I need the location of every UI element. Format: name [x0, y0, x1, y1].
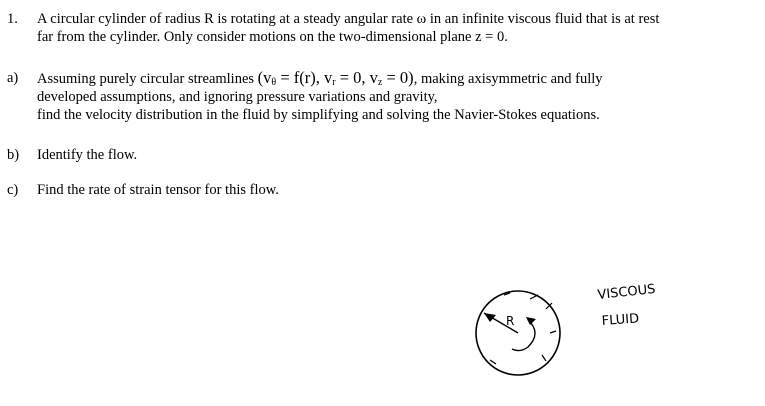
- velocity-conditions: [258, 68, 414, 87]
- flow-dash: [550, 331, 556, 333]
- statement-line-1: A circular cylinder of radius R is rotating at a steady angular rate ω in an infinite viscous fluid that is at rest: [37, 11, 660, 27]
- part-c-text-wrap: [37, 181, 752, 199]
- flow-dash: [490, 360, 496, 364]
- part-a-label: a): [7, 70, 19, 86]
- part-a-text: [37, 69, 752, 124]
- math-mid-1: = f(r), v: [276, 68, 333, 87]
- rotation-arrow: [512, 320, 535, 351]
- statement-line-2: far from the cylinder. Only consider motions on the two-dimensional plane z = 0.: [37, 29, 508, 45]
- flow-dash: [542, 355, 546, 361]
- part-b-text-wrap: [37, 146, 752, 164]
- note-viscous: VISCOUS: [596, 281, 657, 303]
- subscript-z: z: [377, 77, 383, 88]
- part-a-line-1-end: , making axisymmetric and fully: [413, 71, 603, 87]
- part-a-line-1-start: Assuming purely circular streamlines: [37, 71, 258, 87]
- note-fluid: FLUID: [601, 311, 640, 329]
- subscript-theta: θ: [271, 77, 277, 88]
- part-b-text: Identify the flow.: [37, 147, 138, 163]
- problem-text: [37, 10, 752, 46]
- part-b-label: b): [7, 147, 20, 163]
- problem-number: 1.: [7, 11, 18, 27]
- part-a-line-2: developed assumptions, and ignoring pressure variations and gravity,: [37, 89, 438, 105]
- rotation-arrowhead: [526, 317, 536, 325]
- part-a-line-1: [37, 69, 752, 88]
- radius-label: R: [506, 314, 515, 328]
- subscript-r: r: [332, 77, 336, 88]
- part-a-line-3: find the velocity distribution in the fluid by simplifying and solving the Navier-Stokes equations.: [37, 107, 600, 123]
- math-mid-2: = 0, v: [335, 68, 378, 87]
- cylinder-sketch: [460, 265, 700, 405]
- flow-dash: [530, 295, 538, 299]
- math-open: (v: [257, 68, 272, 87]
- part-c-text: Find the rate of strain tensor for this flow.: [37, 182, 279, 198]
- part-c-label: c): [7, 182, 19, 198]
- radius-arrowhead: [484, 313, 496, 322]
- math-close: = 0): [382, 68, 414, 87]
